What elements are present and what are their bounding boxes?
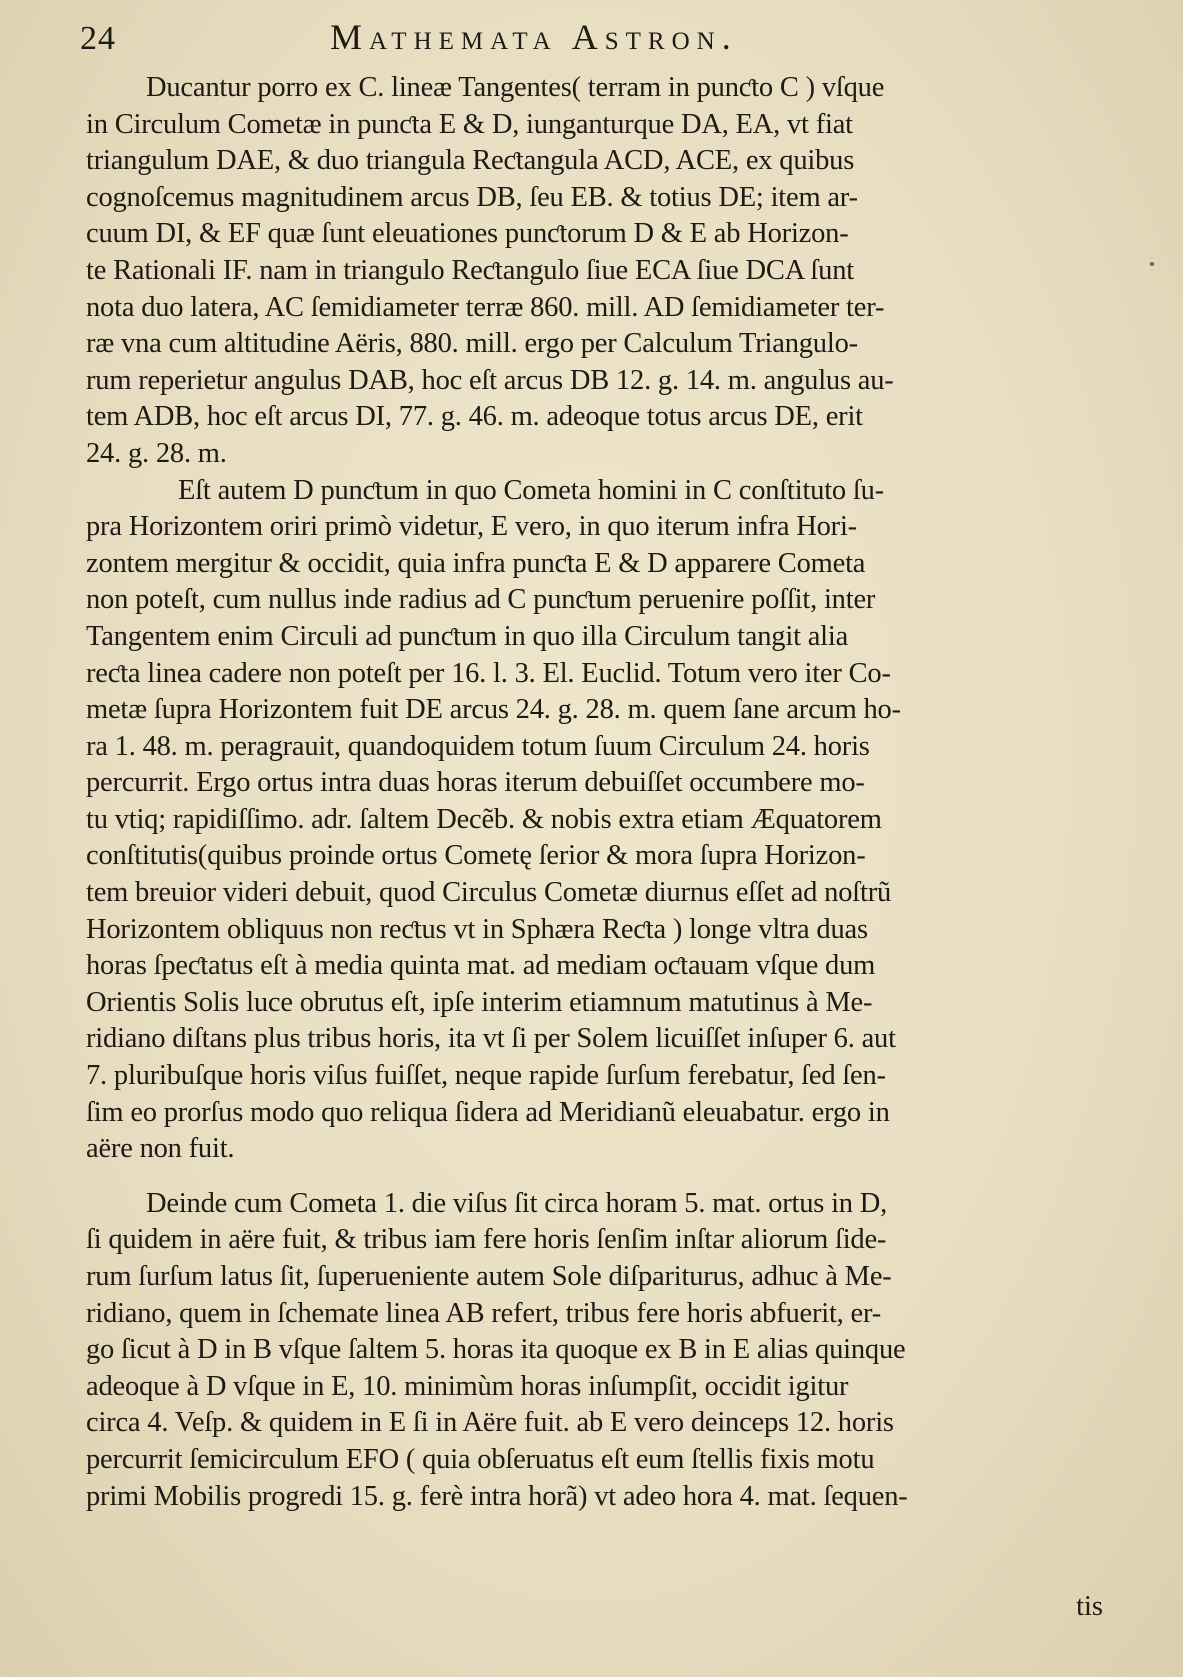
text-line: nota duo latera, AC ſemidiameter terræ 860. mill. AD ſemidiameter ter- [86,291,885,323]
text-line: aëre non fuit. [86,1133,235,1165]
text-line: ridiano, quem in ſchemate linea AB refert, tribus fere horis abfuerit, er- [86,1297,881,1329]
text-line: metæ ſupra Horizontem fuit DE arcus 24. g. 28. m. quem ſane arcum ho- [86,694,901,726]
catchword: tis [1076,1591,1103,1622]
text-line: ra 1. 48. m. peragrauit, quandoquidem totum ſuum Circulum 24. horis [86,730,870,762]
running-title: Mathemata Astron. [330,17,738,57]
page-header [80,14,1110,70]
text-line: triangulum DAE, & duo triangula Reƈtangula ACD, ACE, ex quibus [86,145,855,177]
text-line: ſi quidem in aëre fuit, & tribus iam fere horis ſenſim inſtar aliorum ſide- [86,1224,887,1256]
text-line: 7. pluribuſque horis viſus fuiſſet, neque rapide ſurſum ferebatur, ſed ſen- [86,1060,886,1092]
text-line: Orientis Solis luce obrutus eſt, ipſe interim etiamnum matutinus à Me- [86,986,873,1018]
text-line: rum reperietur angulus DAB, hoc eſt arcus DB 12. g. 14. m. angulus au- [86,364,894,396]
text-line: 24. g. 28. m. [86,437,227,469]
text-line: circa 4. Veſp. & quidem in E ſi in Aëre fuit. ab E vero deinceps 12. horis [86,1407,894,1439]
text-line: cuum DI, & EF quæ ſunt eleuationes punƈtorum D & E ab Horizon- [86,218,849,250]
text-line: Deinde cum Cometa 1. die viſus ſit circa horam 5. mat. ortus in D, [146,1187,888,1219]
text-line: tem ADB, hoc eſt arcus DI, 77. g. 46. m. adeoque totus arcus DE, erit [86,401,863,433]
text-line: Eſt autem D punƈtum in quo Cometa homini in C conſtituto ſu- [178,474,884,506]
text-line: go ſicut à D in B vſque ſaltem 5. horas ita quoque ex B in E alias quinque [86,1334,906,1366]
text-line: reƈta linea cadere non poteſt per 16. l. 3. El. Euclid. Totum vero iter Co- [86,657,891,689]
text-line: Tangentem enim Circuli ad punƈtum in quo illa Circulum tangit alia [86,620,849,652]
text-line: conſtitutis(quibus proinde ortus Cometę ſerior & mora ſupra Horizon- [86,840,866,872]
paper-speck [1150,262,1154,266]
text-line: rum ſurſum latus ſit, ſuperueniente autem Sole diſpariturus, adhuc à Me- [86,1261,892,1292]
text-line: percurrit. Ergo ortus intra duas horas iterum debuiſſet occumbere mo- [86,767,865,799]
paragraph-gap [86,1168,1106,1186]
text-line: in Circulum Cometæ in punƈta E & D, iunganturque DA, EA, vt fiat [86,108,853,140]
text-line: percurrit ſemicirculum EFO ( quia obſeruatus eſt eum ſtellis fixis motu [86,1443,875,1475]
body-text [86,70,1106,1515]
text-line: te Rationali IF. nam in triangulo Reƈtangulo ſiue ECA ſiue DCA ſunt [86,254,854,286]
text-line: Horizontem obliquus non reƈtus vt in Sphæra Reƈta ) longe vltra duas [86,913,868,945]
text-line: non poteſt, cum nullus inde radius ad C punƈtum peruenire poſſit, inter [86,584,876,616]
text-line: ſim eo prorſus modo quo reliqua ſidera ad Meridianũ eleuabatur. ergo in [86,1096,890,1128]
text-line: Ducantur porro ex C. lineæ Tangentes( terram in punƈto C ) vſque [146,72,885,103]
text-line: ræ vna cum altitudine Aëris, 880. mill. ergo per Calculum Triangulo- [86,328,858,360]
text-line: cognoſcemus magnitudinem arcus DB, ſeu EB. & totius DE; item ar- [86,181,858,213]
text-line: adeoque à D vſque in E, 10. minimùm horas inſumpſit, occidit igitur [86,1370,849,1402]
text-line: primi Mobilis progredi 15. g. ferè intra horã) vt adeo hora 4. mat. ſequen- [86,1480,908,1512]
text-line: horas ſpeƈtatus eſt à media quinta mat. ad mediam oƈtauam vſque dum [86,950,876,982]
text-line: zontem mergitur & occidit, quia infra punƈta E & D apparere Cometa [86,547,866,579]
text-line: ridiano diſtans plus tribus horis, ita vt ſi per Solem licuiſſet inſuper 6. aut [86,1023,896,1055]
text-line: tu vtiq; rapidiſſimo. adr. ſaltem Decẽb. & nobis extra etiam Æquatorem [86,803,882,835]
text-line: tem breuior videri debuit, quod Circulus Cometæ diurnus eſſet ad noſtrũ [86,877,892,909]
text-line: pra Horizontem oriri primò videtur, E vero, in quo iterum infra Hori- [86,511,857,543]
page-number: 24 [80,20,116,57]
